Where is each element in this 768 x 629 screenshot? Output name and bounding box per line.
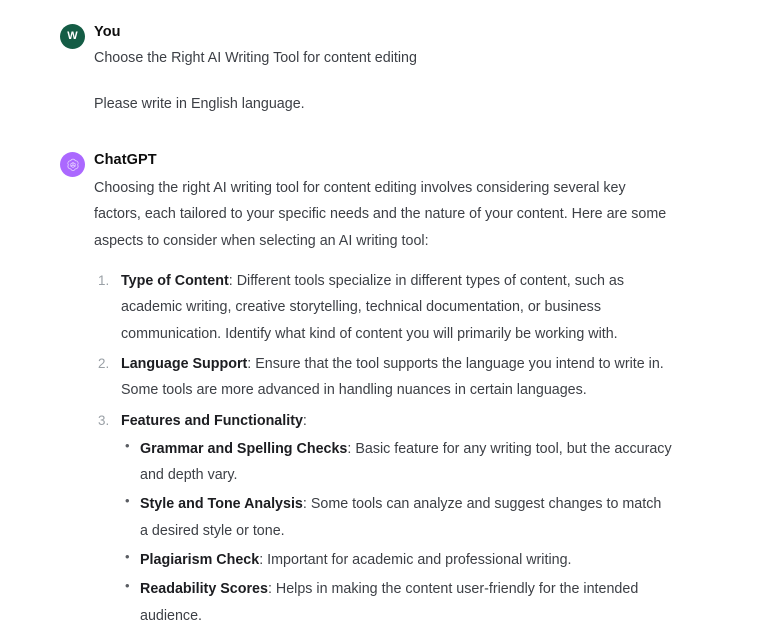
numbered-list bbox=[94, 268, 672, 629]
list-item-label: Style and Tone Analysis bbox=[140, 496, 303, 513]
list-item-text: Important for academic and professional writing. bbox=[267, 552, 572, 569]
list-item bbox=[121, 576, 672, 629]
list-item-text: Different tools specialize in different types of content, such as academic writing, creative storytelling, technical documentation, or business communication. Identify what kind of content you will primarily be working with. bbox=[121, 273, 624, 342]
list-item-label: Plagiarism Check bbox=[140, 552, 260, 569]
avatar-user bbox=[60, 24, 85, 49]
list-item-separator: : bbox=[347, 440, 356, 457]
list-item-text: Basic feature for any writing tool, but the accuracy and depth vary. bbox=[140, 440, 672, 484]
list-item bbox=[94, 268, 672, 347]
assistant-intro-paragraph: Choosing the right AI writing tool for content editing involves considering several key factors, each tailored to your specific needs and the nature of your content. Here are some aspects to consider when selecting an AI writing tool: bbox=[94, 179, 667, 249]
nested-bullet-list bbox=[121, 436, 672, 629]
list-item bbox=[94, 408, 672, 629]
user-paragraph-2: Please write in English language. bbox=[94, 95, 305, 112]
list-item-separator: : bbox=[247, 355, 256, 372]
list-item-label: Readability Scores bbox=[140, 581, 268, 598]
list-item-label: Features and Functionality bbox=[121, 412, 303, 429]
list-item-separator: : bbox=[228, 273, 237, 290]
list-item-separator: : bbox=[267, 581, 276, 598]
list-item bbox=[121, 547, 672, 573]
list-item-separator: : bbox=[302, 496, 311, 513]
openai-logo-icon bbox=[65, 157, 81, 173]
message-author-assistant: ChatGPT bbox=[94, 152, 157, 169]
assistant-message bbox=[0, 150, 768, 628]
list-item-label: Grammar and Spelling Checks bbox=[140, 440, 348, 457]
avatar-initial: W bbox=[67, 30, 78, 42]
list-item-separator: : bbox=[302, 412, 307, 429]
list-item bbox=[121, 436, 672, 489]
list-item-label: Language Support bbox=[121, 355, 248, 372]
user-message bbox=[0, 22, 768, 116]
list-item-text: Some tools can analyze and suggest changes to match a desired style or tone. bbox=[140, 496, 662, 539]
list-item-label: Type of Content bbox=[121, 273, 229, 290]
list-item bbox=[94, 351, 672, 404]
avatar-assistant bbox=[60, 152, 85, 177]
user-paragraph-1: Choose the Right AI Writing Tool for content editing bbox=[94, 50, 417, 67]
list-item-text: Ensure that the tool supports the language you intend to write in. Some tools are more advanced in handling nuances in certain languages. bbox=[121, 355, 664, 399]
list-item-separator: : bbox=[259, 552, 268, 569]
list-item bbox=[121, 491, 672, 544]
message-author-user: You bbox=[94, 24, 121, 40]
list-item-text: Helps in making the content user-friendly for the intended audience. bbox=[140, 581, 639, 624]
